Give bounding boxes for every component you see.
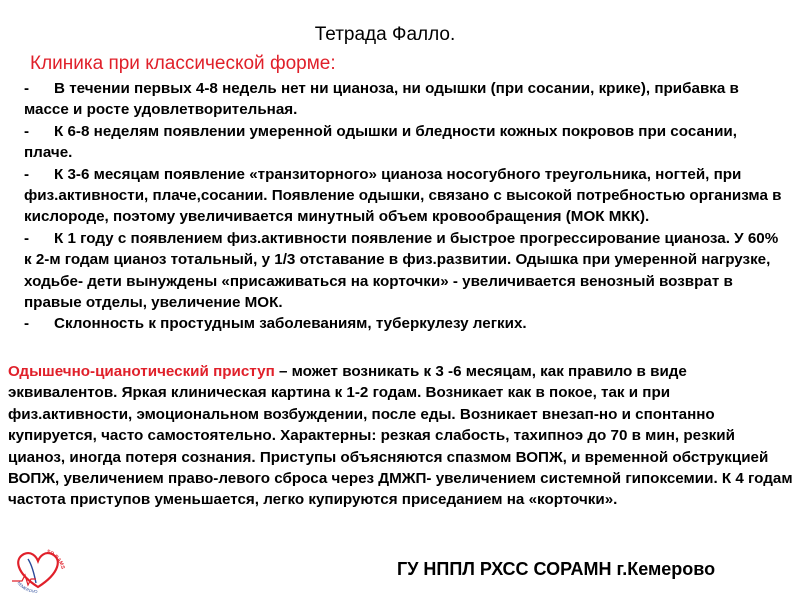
section-subtitle: Клиника при классической форме: (30, 53, 336, 74)
bullet-marker: - (24, 122, 30, 140)
svg-text:SO RAMS (46, 549, 66, 571)
attack-text: – может возникать к 3 -6 месяцам, как правило в виде эквивалентов. Яркая клиническая картина к 1-2 годам. Возникает как в покое, так и при физ.активности, эмоциональном возбуждении, после еды. Возникает внезап-но и спонтанно купируется, часто самостоятельно. Характерны: резкая слабость, тахипноэ до 70 в мин, резкий цианоз, иногда потеря сознания. Приступы объясняются спазмом ВОПЖ, и временной обструкцией ВОПЖ, увеличением право-левого сброса через ДМЖП- увеличением системной гипоксемии. К 4 годам частота приступов уменьшается, легко купируются приседанием на «корточки». (8, 363, 793, 509)
footer-institution: ГУ НППЛ РХСС СОРАМН г.Кемерово (397, 559, 716, 579)
bullet-marker: - (24, 80, 30, 97)
list-item-text: Склонность к простудным заболеваниям, туберкулезу легких. (54, 315, 527, 333)
list-item-text: К 6-8 неделям появлении умеренной одышки и бледности кожных покровов при сосании, плаче. (24, 122, 737, 162)
list-item-text: К 1 году с появлением физ.активности появление и быстрое прогрессирование цианоза. У 60% к 2-м годам цианоз тотальный, у 1/3 отставание в физ.развитии. Одышка при умеренной нагрузке, ходьбе- дети вынуждены «присаживаться на корточки» - увеличивается венозный возврат в правые отделы, увеличение МОК. (24, 229, 779, 312)
bullet-marker: - (24, 315, 30, 333)
list-item (24, 313, 784, 334)
attack-paragraph (8, 361, 793, 511)
heart-logo-icon (6, 543, 68, 593)
logo-arc-top-text: SO RAMS (45, 548, 66, 570)
attack-term: Одышечно-цианотический приступ (8, 363, 275, 380)
bullet-marker: - (24, 165, 30, 183)
list-item (24, 121, 784, 164)
list-item (24, 78, 784, 121)
bullet-marker: - (24, 229, 30, 247)
list-item-text: В течении первых 4-8 недель нет ни цианоза, ни одышки (при сосании, крике), прибавка в массе и росте удовлетворительная. (24, 80, 739, 119)
logo-arc-bottom-text: KEMEROVO (16, 580, 38, 593)
list-item (24, 228, 784, 314)
list-item-text: К 3-6 месяцам появление «транзиторного» цианоза носогубного треугольника, ногтей, при физ.активности, плаче,сосании. Появление одышки, связано с высокой потребностью организма в кислороде, поэтому увеличивается минутный объем кровообращения (МОК МКК). (24, 165, 782, 226)
symptom-list (24, 78, 784, 335)
list-item (24, 164, 784, 228)
page-title: Тетрада Фалло. (314, 24, 456, 45)
